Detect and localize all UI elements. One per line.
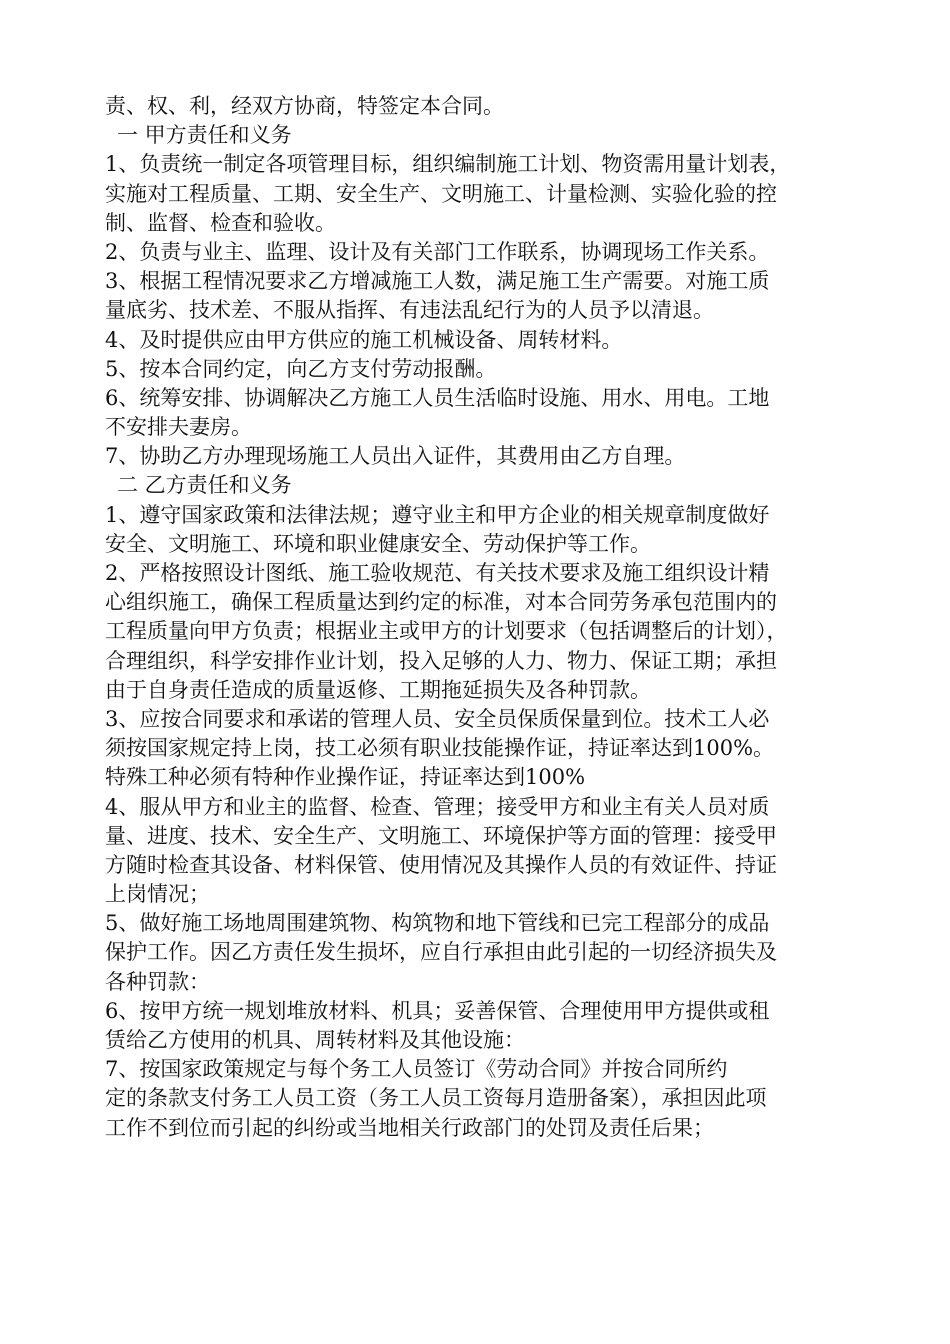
paragraph-line: 工程质量向甲方负责；根据业主或甲方的计划要求（包括调整后的计划）， xyxy=(105,619,788,644)
section-heading-party-b: 二 乙方责任和义务 xyxy=(117,473,292,498)
section-heading-party-a: 一 甲方责任和义务 xyxy=(117,123,292,148)
paragraph-line: 制、监督、检查和验收。 xyxy=(105,210,336,235)
paragraph-line: 特殊工种必须有特种作业操作证，持证率达到100% xyxy=(105,765,586,790)
paragraph-line: 责、权、利，经双方协商，特签定本合同。 xyxy=(105,94,504,118)
paragraph-line: 7、协助乙方办理现场施工人员出入证件，其费用由乙方自理。 xyxy=(105,444,686,469)
paragraph-line: 实施对工程质量、工期、安全生产、文明施工、计量检测、实验化验的控 xyxy=(105,181,777,206)
paragraph-line: 赁给乙方使用的机具、周转材料及其他设施： xyxy=(105,1028,525,1052)
paragraph-line: 不安排夫妻房。 xyxy=(105,415,252,440)
paragraph-line: 定的条款支付务工人员工资（务工人员工资每月造册备案），承担因此项 xyxy=(105,1086,767,1111)
paragraph-line: 6、统筹安排、协调解决乙方施工人员生活临时设施、用水、用电。工地 xyxy=(105,385,770,410)
paragraph-line: 7、按国家政策规定与每个务工人员签订《劳动合同》并按合同所约 xyxy=(105,1057,728,1082)
paragraph-line: 5、按本合同约定，向乙方支付劳动报酬。 xyxy=(105,356,497,381)
paragraph-line: 3、根据工程情况要求乙方增减施工人数，满足施工生产需要。对施工质 xyxy=(105,269,770,294)
paragraph-line: 合理组织，科学安排作业计划，投入足够的人力、物力、保证工期；承担 xyxy=(105,648,777,673)
paragraph-line: 1、遵守国家政策和法律法规；遵守业主和甲方企业的相关规章制度做好 xyxy=(105,502,770,527)
paragraph-line: 心组织施工，确保工程质量达到约定的标准，对本合同劳务承包范围内的 xyxy=(105,590,777,615)
paragraph-line: 2、严格按照设计图纸、施工验收规范、有关技术要求及施工组织设计精 xyxy=(105,561,770,585)
paragraph-line: 3、应按合同要求和承诺的管理人员、安全员保质保量到位。技术工人必 xyxy=(105,706,770,731)
paragraph-line: 6、按甲方统一规划堆放材料、机具；妥善保管、合理使用甲方提供或租 xyxy=(105,998,770,1023)
paragraph-line: 各种罚款： xyxy=(105,969,210,994)
paragraph-line: 工作不到位而引起的纠纷或当地相关行政部门的处罚及责任后果； xyxy=(105,1115,714,1140)
paragraph-line: 1、负责统一制定各项管理目标，组织编制施工计划、物资需用量计划表， xyxy=(105,152,791,177)
paragraph-line: 方随时检查其设备、材料保管、使用情况及其操作人员的有效证件、持证 xyxy=(105,852,777,877)
paragraph-line: 量底劣、技术差、不服从指挥、有违法乱纪行为的人员予以清退。 xyxy=(105,298,714,323)
paragraph-line: 由于自身责任造成的质量返修、工期拖延损失及各种罚款。 xyxy=(105,677,651,702)
paragraph-line: 须按国家规定持上岗，技工必须有职业技能操作证，持证率达到100%。 xyxy=(105,736,775,761)
paragraph-line: 5、做好施工场地周围建筑物、构筑物和地下管线和已完工程部分的成品 xyxy=(105,911,770,936)
paragraph-line: 2、负责与业主、监理、设计及有关部门工作联系，协调现场工作关系。 xyxy=(105,239,770,264)
paragraph-line: 4、及时提供应由甲方供应的施工机械设备、周转材料。 xyxy=(105,327,623,352)
paragraph-line: 上岗情况； xyxy=(105,882,210,907)
paragraph-line: 保护工作。因乙方责任发生损坏，应自行承担由此引起的一切经济损失及 xyxy=(105,940,777,965)
paragraph-line: 安全、文明施工、环境和职业健康安全、劳动保护等工作。 xyxy=(105,531,651,556)
contract-text xyxy=(105,92,875,1143)
paragraph-line: 量、进度、技术、安全生产、文明施工、环境保护等方面的管理：接受甲 xyxy=(105,823,777,848)
paragraph-line: 4、服从甲方和业主的监督、检查、管理；接受甲方和业主有关人员对质 xyxy=(105,794,770,819)
